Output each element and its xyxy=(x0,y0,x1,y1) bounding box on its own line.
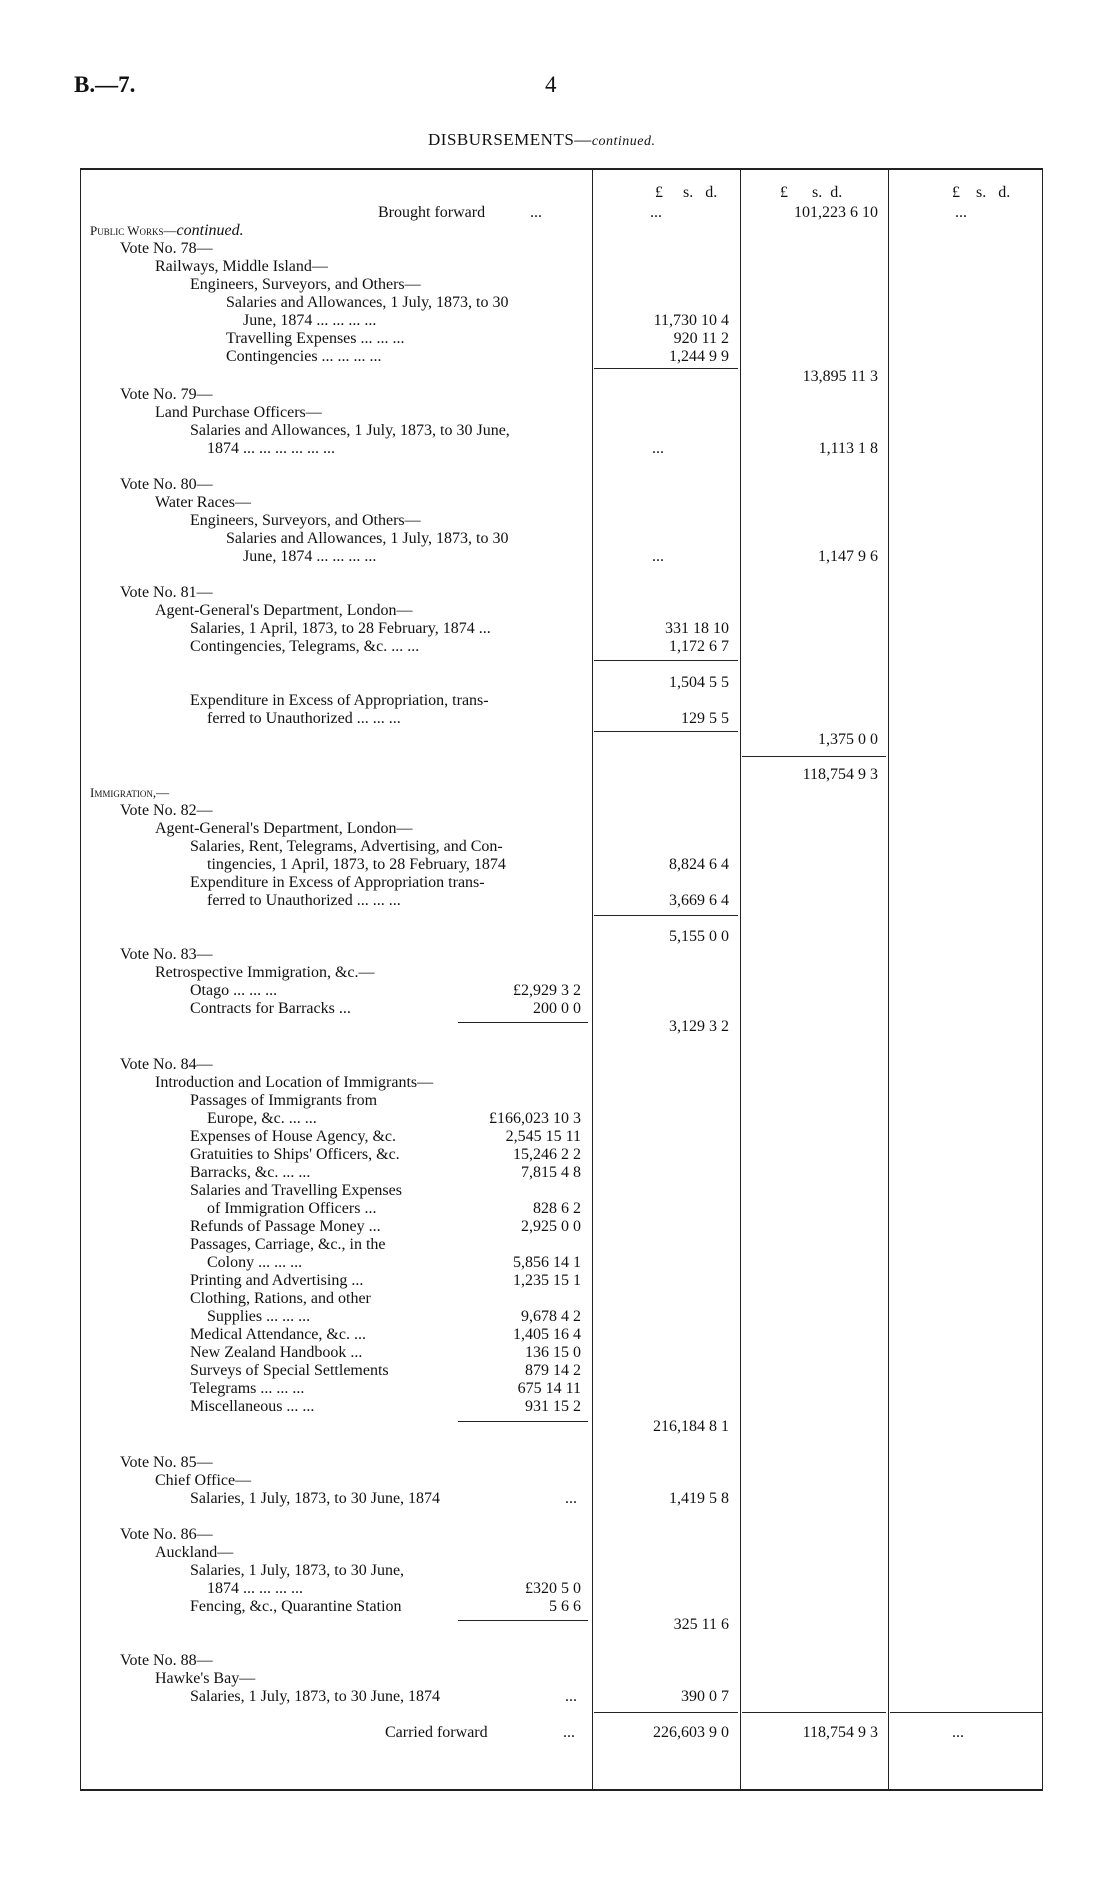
col3-heads: £ s. d. xyxy=(952,184,1011,201)
rule xyxy=(594,660,738,661)
carried-forward-col2: 118,754 9 3 xyxy=(802,1724,878,1741)
col1-heads: £ s. d. xyxy=(655,184,718,201)
v83-amount: 200 0 0 xyxy=(533,1000,581,1017)
v84-amount: £166,023 10 3 xyxy=(489,1110,581,1127)
v84-item: Surveys of Special Settlements xyxy=(190,1362,389,1379)
v82-amount: 3,669 6 4 xyxy=(669,892,729,909)
v78-amount: 920 11 2 xyxy=(673,330,729,347)
v84-amount: 1,235 15 1 xyxy=(513,1272,581,1289)
page-number: 4 xyxy=(545,72,557,97)
rule xyxy=(458,1022,588,1023)
v80-line: Water Races— xyxy=(155,494,251,511)
page-title xyxy=(428,130,656,150)
vote-80: Vote No. 80— xyxy=(120,476,213,493)
v81-amount: 331 18 10 xyxy=(665,620,729,637)
v78-line: Contingencies ... ... ... ... xyxy=(226,348,382,365)
v79-total: 1,113 1 8 xyxy=(818,440,878,457)
v81-line: Salaries, 1 April, 1873, to 28 February, 1874 ... xyxy=(190,620,491,637)
carried-forward-col3: ... xyxy=(952,1724,964,1741)
v80-total: 1,147 9 6 xyxy=(818,548,878,565)
v84-item: Salaries and Travelling Expenses xyxy=(190,1182,402,1199)
v83-line: Contracts for Barracks ... xyxy=(190,1000,351,1017)
v82-total: 5,155 0 0 xyxy=(669,928,729,945)
leader-dots: ... xyxy=(565,1490,577,1507)
v83-line: Retrospective Immigration, &c.— xyxy=(155,964,375,981)
v84-item: Passages, Carriage, &c., in the xyxy=(190,1236,386,1253)
v80-col1: ... xyxy=(652,548,664,565)
carried-forward-col1: 226,603 9 0 xyxy=(653,1724,729,1741)
v81-line: Expenditure in Excess of Appropriation, trans- xyxy=(190,692,489,709)
brought-forward-col1: ... xyxy=(650,204,662,221)
v82-line: Agent-General's Department, London— xyxy=(155,820,413,837)
v84-amount: 879 14 2 xyxy=(525,1362,581,1379)
v84-item: Miscellaneous ... ... xyxy=(190,1398,315,1415)
rule xyxy=(742,756,886,757)
v84-item: Colony ... ... ... xyxy=(207,1254,303,1271)
v84-item: New Zealand Handbook ... xyxy=(190,1344,363,1361)
v78-line: Travelling Expenses ... ... ... xyxy=(226,330,405,347)
v84-line: Introduction and Location of Immigrants— xyxy=(155,1074,434,1091)
v84-item: Medical Attendance, &c. ... xyxy=(190,1326,366,1343)
v82-amount: 8,824 6 4 xyxy=(669,856,729,873)
v81-line: ferred to Unauthorized ... ... ... xyxy=(207,710,401,727)
v84-amount: 5,856 14 1 xyxy=(513,1254,581,1271)
v80-line: Engineers, Surveyors, and Others— xyxy=(190,512,421,529)
v81-amount: 1,172 6 7 xyxy=(669,638,729,655)
v83-total: 3,129 3 2 xyxy=(669,1018,729,1035)
v78-line: June, 1874 ... ... ... ... xyxy=(243,312,377,329)
section-immigration: Immigration,— xyxy=(90,785,170,800)
vote-88: Vote No. 88— xyxy=(120,1652,213,1669)
v82-line: Expenditure in Excess of Appropriation trans- xyxy=(190,874,485,891)
v78-line: Railways, Middle Island— xyxy=(155,258,328,275)
v84-amount: 9,678 4 2 xyxy=(521,1308,581,1325)
v84-item: Expenses of House Agency, &c. xyxy=(190,1128,397,1145)
vote-84: Vote No. 84— xyxy=(120,1056,213,1073)
v84-item: Refunds of Passage Money ... xyxy=(190,1218,381,1235)
vote-85: Vote No. 85— xyxy=(120,1454,213,1471)
column-divider xyxy=(888,168,889,1791)
v79-line: 1874 ... ... ... ... ... ... xyxy=(207,440,335,457)
vote-79: Vote No. 79— xyxy=(120,386,213,403)
v78-amount: 11,730 10 4 xyxy=(653,312,729,329)
v82-line: ferred to Unauthorized ... ... ... xyxy=(207,892,401,909)
rule xyxy=(594,915,738,916)
v81-total: 1,375 0 0 xyxy=(818,731,878,748)
rule xyxy=(458,1620,588,1621)
carried-forward-label: Carried forward xyxy=(385,1724,488,1741)
v79-col1: ... xyxy=(652,440,664,457)
v85-line: Chief Office— xyxy=(155,1472,252,1489)
brought-forward-col2: 101,223 6 10 xyxy=(794,204,878,221)
brought-forward-label: Brought forward xyxy=(378,204,486,221)
v86-line: Fencing, &c., Quarantine Station xyxy=(190,1598,402,1615)
public-works-total: 118,754 9 3 xyxy=(802,766,878,783)
v86-line: 1874 ... ... ... ... xyxy=(207,1580,303,1597)
v84-amount: 1,405 16 4 xyxy=(513,1326,581,1343)
v82-line: Salaries, Rent, Telegrams, Advertising, and Con- xyxy=(190,838,503,855)
v84-item: Barracks, &c. ... ... xyxy=(190,1164,311,1181)
v79-line: Land Purchase Officers— xyxy=(155,404,322,421)
v88-line: Salaries, 1 July, 1873, to 30 June, 1874 xyxy=(190,1688,441,1705)
v82-line: tingencies, 1 April, 1873, to 28 February, 1874 xyxy=(207,856,506,873)
rule xyxy=(890,1712,1042,1713)
vote-83: Vote No. 83— xyxy=(120,946,213,963)
v84-item: Supplies ... ... ... xyxy=(207,1308,311,1325)
rule xyxy=(742,1712,886,1713)
v84-amount: 931 15 2 xyxy=(525,1398,581,1415)
v85-total: 1,419 5 8 xyxy=(669,1490,729,1507)
section-public-works: Public Works—continued. xyxy=(90,222,244,239)
rule xyxy=(594,368,738,369)
v81-line: Contingencies, Telegrams, &c. ... ... xyxy=(190,638,420,655)
v84-item: Clothing, Rations, and other xyxy=(190,1290,371,1307)
v86-line: Auckland— xyxy=(155,1544,234,1561)
v84-amount: 2,925 0 0 xyxy=(521,1218,581,1235)
v86-amount: £320 5 0 xyxy=(525,1580,581,1597)
vote-82: Vote No. 82— xyxy=(120,802,213,819)
v80-line: June, 1874 ... ... ... ... xyxy=(243,548,377,565)
v84-amount: 136 15 0 xyxy=(525,1344,581,1361)
v84-item: of Immigration Officers ... xyxy=(207,1200,377,1217)
vote-78: Vote No. 78— xyxy=(120,240,213,257)
title-continued: continued. xyxy=(591,134,656,149)
column-divider xyxy=(740,168,741,1791)
v84-amount: 15,246 2 2 xyxy=(513,1146,581,1163)
v85-line: Salaries, 1 July, 1873, to 30 June, 1874 xyxy=(190,1490,441,1507)
column-divider xyxy=(592,168,593,1791)
v86-total: 325 11 6 xyxy=(673,1616,729,1633)
v78-line: Engineers, Surveyors, and Others— xyxy=(190,276,421,293)
v84-item: Telegrams ... ... ... xyxy=(190,1380,305,1397)
v78-line: Salaries and Allowances, 1 July, 1873, to 30 xyxy=(226,294,509,311)
v83-amount: £2,929 3 2 xyxy=(513,982,581,999)
v84-total: 216,184 8 1 xyxy=(653,1418,729,1435)
v88-line: Hawke's Bay— xyxy=(155,1670,256,1687)
rule xyxy=(594,1712,738,1713)
rule xyxy=(594,731,738,732)
v79-line: Salaries and Allowances, 1 July, 1873, to 30 June, xyxy=(190,422,510,439)
v78-amount: 1,244 9 9 xyxy=(669,348,729,365)
v84-item: Printing and Advertising ... xyxy=(190,1272,364,1289)
v84-item: Europe, &c. ... ... xyxy=(207,1110,317,1127)
title-main: DISBURSEMENTS— xyxy=(428,130,592,149)
v84-amount: 675 14 11 xyxy=(517,1380,581,1397)
rule xyxy=(458,1421,588,1422)
col2-heads: £ s. d. xyxy=(780,184,843,201)
leader-dots: ... xyxy=(565,1688,577,1705)
v81-subtotal: 1,504 5 5 xyxy=(669,674,729,691)
v80-line: Salaries and Allowances, 1 July, 1873, to 30 xyxy=(226,530,509,547)
leader-dots: ... xyxy=(530,204,542,221)
vote-81: Vote No. 81— xyxy=(120,584,213,601)
v88-total: 390 0 7 xyxy=(681,1688,729,1705)
v86-amount: 5 6 6 xyxy=(549,1598,581,1615)
v84-item: Gratuities to Ships' Officers, &c. xyxy=(190,1146,400,1163)
v84-amount: 7,815 4 8 xyxy=(521,1164,581,1181)
v84-item: Passages of Immigrants from xyxy=(190,1092,378,1109)
v84-amount: 828 6 2 xyxy=(533,1200,581,1217)
vote-86: Vote No. 86— xyxy=(120,1526,213,1543)
leader-dots: ... xyxy=(563,1724,575,1741)
brought-forward-col3: ... xyxy=(955,204,967,221)
document-reference: B.—7. xyxy=(74,72,136,97)
v81-line: Agent-General's Department, London— xyxy=(155,602,413,619)
v84-amount: 2,545 15 11 xyxy=(505,1128,581,1145)
v86-line: Salaries, 1 July, 1873, to 30 June, xyxy=(190,1562,405,1579)
v83-line: Otago ... ... ... xyxy=(190,982,278,999)
v81-amount: 129 5 5 xyxy=(681,710,729,727)
v78-total: 13,895 11 3 xyxy=(802,368,878,385)
